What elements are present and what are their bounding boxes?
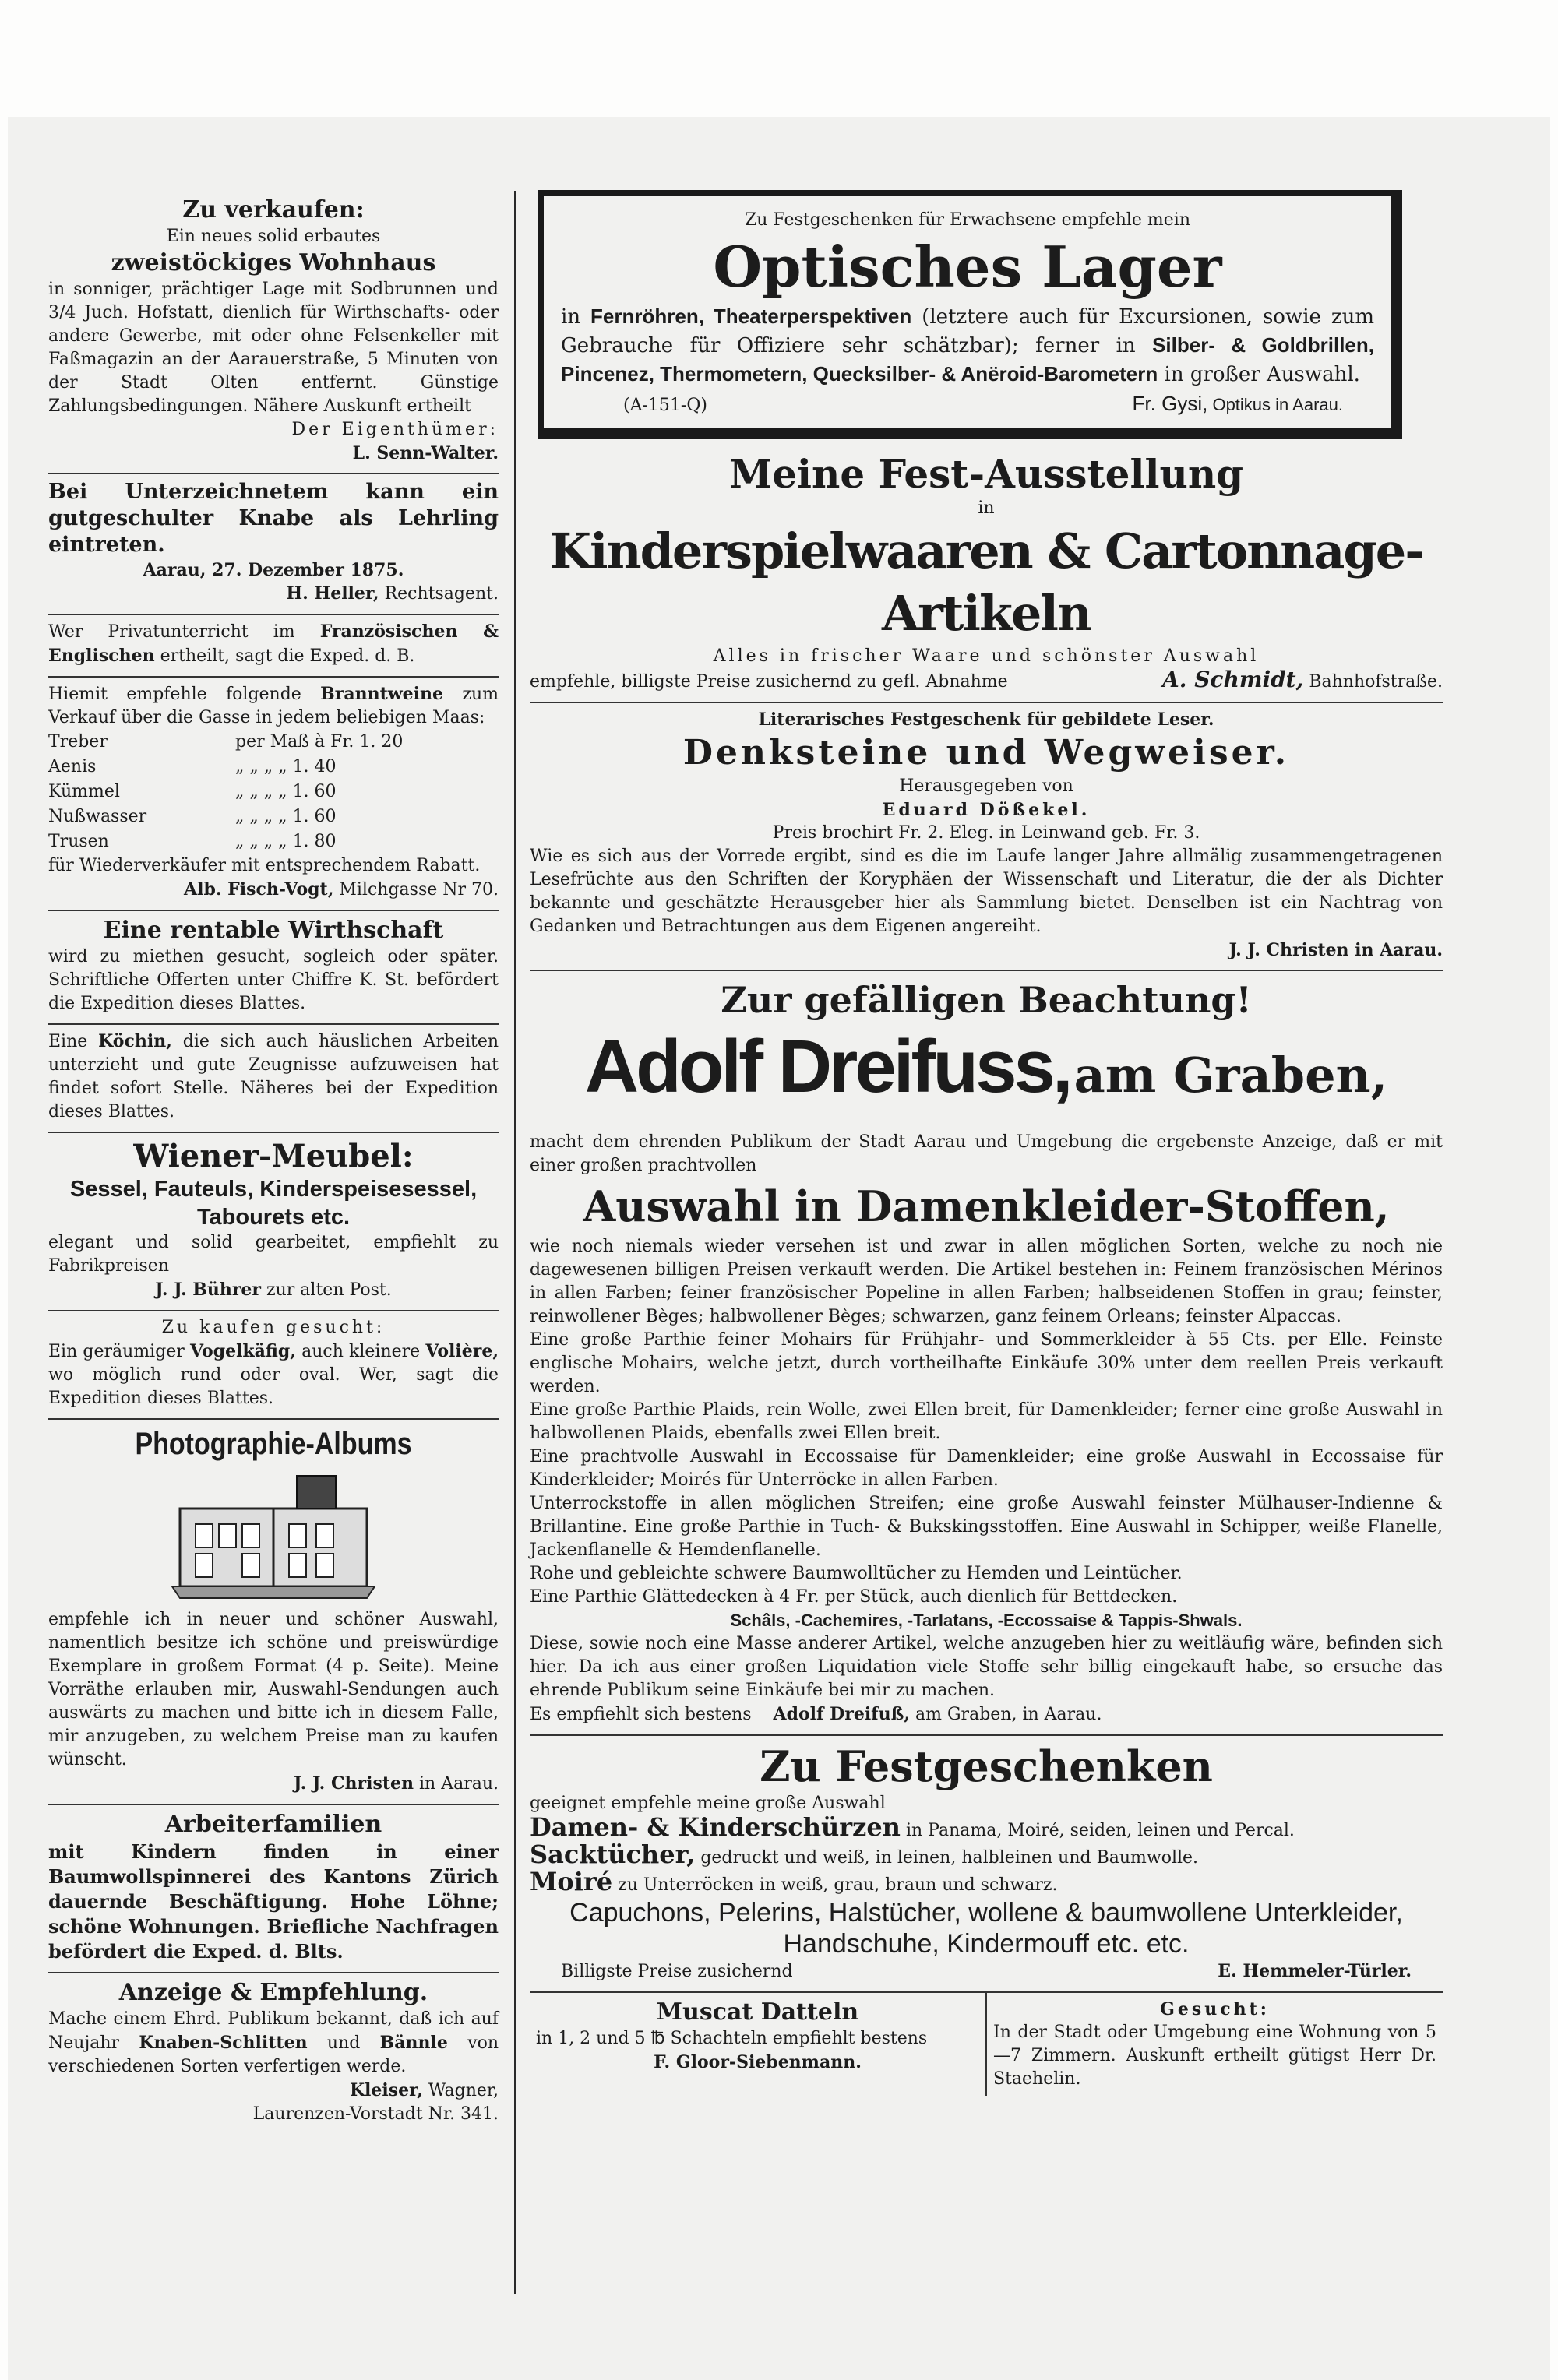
- ad-owner-label: Der Eigenthümer:: [291, 420, 499, 439]
- ad-body: in sonniger, prächtiger Lage mit Sodbrunnen und 3/4 Juch. Hofstatt, dienlich für Wirthschafts- oder andere Gewerbe, mit oder ohne Felsenkeller mit Faßmagazin an der Aarauerstraße, 5 Minuten von der Stadt Olten entfernt. Günstige Zahlungsbedingungen. Nähere Auskunft ertheilt: [48, 280, 499, 416]
- ad-fest-ausstellung: [530, 447, 1443, 703]
- ad-zu-verkaufen: [48, 191, 499, 474]
- ad-body: mit Kindern finden in einer Baumwollspinnerei des Kantons Zürich dauernde Beschäftigung. Hohe Löhne; schöne Wohnungen. Briefliche Nachfragen befördert die Exped. d. Blts.: [48, 1840, 499, 1963]
- ad-body: Unterrockstoffe in allen möglichen Streifen; eine große Auswahl feinster Mülhauser-Indienne & Brillantine. Eine große Parthie in Tuch- & Bukskingsstoffen. Eine Auswahl in Schipper, weiße Flanelle, Jackenflanelle & Hemdenflanelle.: [530, 1494, 1443, 1560]
- column-divider: [514, 191, 516, 2294]
- ad-emph: Moiré: [530, 1867, 613, 1896]
- ad-body: Eine Parthie Glättedecken à 4 Fr. per Stück, auch dienlich für Bettdecken.: [530, 1587, 1178, 1607]
- ad-arbeiterfamilien: [48, 1805, 499, 1973]
- ad-signer: Adolf Dreifuß,: [773, 1704, 911, 1724]
- ad-body: Eine große Parthie Plaids, rein Wolle, zwei Ellen breit, für Damenkleider; ferner eine große Auswahl in halbwollenen Plaids, ebenfalls zwei Ellen breit.: [530, 1400, 1443, 1443]
- ad-headline: Adolf Dreifuss,: [584, 1025, 1070, 1108]
- ad-line: Herausgegeben von: [899, 776, 1073, 796]
- ad-signer: A. Schmidt,: [1161, 667, 1304, 692]
- ad-wiener-meubel: [48, 1133, 499, 1311]
- item-price: „ „ „ „ 1. 60: [235, 807, 337, 826]
- ad-title: Denksteine und Wegweiser.: [682, 733, 1290, 773]
- ad-text: Eine: [48, 1032, 88, 1051]
- ad-title: Auswahl in Damenkleider-Stoffen,: [583, 1181, 1390, 1231]
- ad-signer: Kleiser,: [349, 2080, 423, 2100]
- item-price: „ „ „ „ 1. 60: [235, 782, 337, 801]
- ad-optisches-lager: [538, 190, 1402, 439]
- price-row: [48, 804, 499, 829]
- ad-title: Muscat Datteln: [656, 1998, 859, 2026]
- ad-emph: Fernröhren, Theaterperspektiven: [590, 305, 912, 328]
- ad-body: Wie es sich aus der Vorrede ergibt, sind es die im Laufe langer Jahre allmälig zusammengetragenen Lesefrüchte aus den Schriften der Koryphäen der Wissenschaft und Literatur, die der als Dichter bekannte und geschätzte Herausgeber hier als Sammlung bietet. Denselben ist ein Nachtrag von Gedanken und Betrachtungen aus dem Eigenen angereiht.: [530, 847, 1443, 936]
- ad-title: Zur gefälligen Beachtung!: [721, 979, 1252, 1021]
- ad-body: Diese, sowie noch eine Masse anderer Artikel, welche anzugeben hier zu weitläufig wäre, befinden sich hier. Da ich aus einer großen Liquidation viele Stoffe sehr billig eingekauft habe, so ersuche das ehrende Publikum seine Einkäufe bei mir zu machen.: [530, 1634, 1443, 1700]
- ad-signer: H. Heller,: [286, 583, 379, 604]
- ad-line: in: [978, 498, 995, 518]
- ad-signer-address: Laurenzen-Vorstadt Nr. 341.: [252, 2104, 499, 2124]
- ad-text: (letztere auch für Excursionen, sowie zum Gebrauche für Offiziere sehr schätzbar); ferner in: [561, 305, 1374, 357]
- ad-line: Alles in frischer Waare und schönster Auswahl: [713, 646, 1260, 666]
- ad-adolf-dreifuss: [530, 971, 1443, 1736]
- ad-text: auch kleinere: [301, 1342, 421, 1361]
- ad-title: Meine Fest-Ausstellung: [728, 451, 1244, 497]
- ad-text: und: [326, 2033, 361, 2053]
- ad-emph: Volière,: [425, 1341, 499, 1361]
- ad-emph: Köchin,: [98, 1031, 172, 1051]
- ad-koechin: [48, 1025, 499, 1133]
- item-name: Trusen: [48, 832, 109, 851]
- ad-body: in 1, 2 und 5 ℔ Schachteln empfiehlt bestens: [536, 2029, 928, 2048]
- ad-text: zum Verkauf über die Gasse in jedem beliebigen Maas:: [48, 685, 499, 727]
- ad-date: Aarau, 27. Dezember 1875.: [143, 560, 404, 580]
- ad-text: zu Unterröcken in weiß, grau, braun und schwarz.: [618, 1875, 1058, 1895]
- ad-text: Es empfiehlt sich bestens: [530, 1705, 752, 1724]
- ad-signer: Alb. Fisch-Vogt,: [184, 879, 334, 900]
- ad-text: in: [561, 305, 581, 329]
- ad-body: In der Stadt oder Umgebung eine Wohnung von 5—7 Zimmern. Auskunft ertheilt gütigst Herr Dr. Staehelin.: [993, 2023, 1436, 2089]
- ad-branntweine: [48, 678, 499, 911]
- ad-body: wie noch niemals wieder versehen ist und zwar in allen möglichen Sorten, welche zu noch nie dagewesenen billigen Preisen verkauft werden. Die Artikel bestehen in: Feinem französischen Mérinos in allen Farben; feiner französischer Popeline in allen Farben; halbseidenen Stoffen in grau; feinster, reinwollener Bèges; halbwollener Bèges; schwarzen, ganz feinem Orleans; feinster Alpaccas.: [530, 1237, 1443, 1326]
- ad-signer: E. Hemmeler-Türler.: [1218, 1961, 1412, 1981]
- ad-body: wird zu miethen gesucht, sogleich oder später. Schriftliche Offerten unter Chiffre K. St. befördert die Expedition dieses Blattes.: [48, 947, 499, 1013]
- item-price: per Maß à Fr. 1. 20: [235, 732, 404, 752]
- ad-emph: Französischen & Englischen: [48, 621, 499, 666]
- ad-signer-address: am Graben, in Aarau.: [915, 1705, 1102, 1724]
- ad-wirthschaft: [48, 911, 499, 1025]
- ad-intro: Literarisches Festgeschenk für gebildete Leser.: [758, 709, 1214, 730]
- ad-body: Bei Unterzeichnetem kann ein gutgeschulter Knabe als Lehrling eintreten.: [48, 480, 499, 557]
- item-name: Nußwasser: [48, 807, 147, 826]
- item-price: „ „ „ „ 1. 40: [235, 757, 337, 776]
- ad-title: Arbeiterfamilien: [164, 1811, 382, 1838]
- ad-text: die sich auch häuslichen Arbeiten unterzieht und gute Zeugnisse aufzuweisen hat findet sofort Stelle. Näheres bei der Expedition dieses Blattes.: [48, 1032, 499, 1121]
- ad-headline-place: am Graben,: [1073, 1047, 1388, 1104]
- ad-signer-role: Wagner,: [428, 2081, 499, 2100]
- ad-text: ertheilt, sagt die Exped. d. B.: [160, 646, 415, 666]
- ad-headline: zweistöckiges Wohnhaus: [111, 249, 436, 276]
- ad-text: Ein geräumiger: [48, 1342, 185, 1361]
- item-price: „ „ „ „ 1. 80: [235, 832, 337, 851]
- ad-text: Wer Privatunterricht im: [48, 622, 295, 642]
- ad-text: in Panama, Moiré, seiden, leinen und Percal.: [905, 1821, 1295, 1840]
- ad-zu-kaufen: [48, 1311, 499, 1420]
- ad-body: Rohe und gebleichte schwere Baumwolltücher zu Hemden und Leintücher.: [530, 1564, 1183, 1583]
- ad-gesucht: [987, 1993, 1443, 2096]
- price-row: [48, 780, 499, 804]
- ad-anzeige-empfehlung: [48, 1973, 499, 2134]
- ad-body: Eine große Parthie feiner Mohairs für Frühjahr- und Sommerkleider à 55 Cts. per Elle. Feinste englische Mohairs, welche jetzt, durch vortheilhafte Einkäufe 30% unter dem reellen Preis verkauft werden.: [530, 1330, 1443, 1396]
- ad-title: Zu kaufen gesucht:: [161, 1318, 386, 1337]
- ad-code: (A-151-Q): [623, 396, 707, 415]
- ad-zu-festgeschenken: [530, 1736, 1443, 1993]
- ad-signer: L. Senn-Walter.: [352, 443, 499, 463]
- ad-title: Gesucht:: [1160, 1999, 1270, 2019]
- ad-signer: Fr. Gysi,: [1132, 392, 1208, 415]
- ad-muscat-datteln: [530, 1993, 987, 2096]
- ad-body: empfehle ich in neuer und schöner Auswahl, namentlich besitze ich schöne und preiswürdige Exemplare in großem Format (4 p. Seite). Meine Vorräthe erlauben mir, Auswahl-Sendungen auch auswärts zu machen und bitte ich in diesem Falle, mir anzugeben, zu welchem Preise man zu kaufen wünscht.: [48, 1610, 499, 1769]
- ad-price: Preis brochirt Fr. 2. Eleg. in Leinwand geb. Fr. 3.: [772, 823, 1200, 843]
- right-column: [530, 190, 1443, 2096]
- ad-emph: Silber- & Goldbrillen, Pincenez, Thermometern, Quecksilber- & Anëroid-Barometern: [561, 333, 1374, 386]
- photo-album-illustration: [164, 1470, 382, 1602]
- ad-emph: Sacktücher,: [530, 1840, 696, 1869]
- price-row: [48, 829, 499, 854]
- ad-privatunterricht: [48, 615, 499, 678]
- ad-subtitle: Sessel, Fauteuls, Kinderspeisesessel, Tabourets etc.: [69, 1177, 478, 1230]
- ad-text: Mache einem Ehrd. Publikum bekannt, daß ich auf Neujahr: [48, 2009, 499, 2053]
- price-row: [48, 755, 499, 780]
- ad-signer-address: zur alten Post.: [266, 1280, 392, 1300]
- ad-line: Billigste Preise zusichernd: [561, 1962, 793, 1981]
- bottom-row: [530, 1993, 1443, 2096]
- ad-title: Eine rentable Wirthschaft: [103, 917, 444, 944]
- ad-signer-address: Bahnhofstraße.: [1309, 672, 1443, 692]
- ad-photographie-albums: [48, 1420, 499, 1805]
- ad-body: Schâls, -Cachemires, -Tarlatans, -Eccossaise & Tappis-Shwals.: [730, 1611, 1243, 1630]
- ad-signer: F. Gloor-Siebenmann.: [654, 2052, 862, 2072]
- ad-title: Anzeige & Empfehlung.: [118, 1979, 428, 2006]
- price-row: [48, 730, 499, 755]
- ad-title: Wiener-Meubel:: [133, 1138, 414, 1174]
- ad-text: wo möglich rund oder oval. Wer, sagt die Expedition dieses Blattes.: [48, 1365, 499, 1408]
- ad-title: Zu Festgeschenken: [760, 1741, 1213, 1791]
- ad-body: Eine prachtvolle Auswahl in Eccossaise für Damenkleider; eine große Auswahl in Eccossaise für Kinderkleider; Moirés für Unterröcke in allen Farben.: [530, 1447, 1443, 1490]
- ad-title: Photographie-Albums: [135, 1427, 412, 1461]
- ad-emph: Knaben-Schlitten: [139, 2033, 308, 2053]
- ad-emph: Damen- & Kinderschürzen: [530, 1812, 901, 1842]
- ad-signer-address: in Aarau.: [419, 1774, 499, 1794]
- ad-text: in großer Auswahl.: [1164, 363, 1360, 386]
- item-name: Treber: [48, 732, 108, 752]
- ad-signer: J. J. Christen: [293, 1773, 414, 1794]
- ad-body: macht dem ehrenden Publikum der Stadt Aarau und Umgebung die ergebenste Anzeige, daß er mit einer großen prachtvollen: [530, 1132, 1443, 1175]
- item-name: Kümmel: [48, 782, 120, 801]
- ad-signer-role: Optikus in Aarau.: [1212, 395, 1343, 414]
- ad-body: elegant und solid gearbeitet, empfiehlt zu Fabrikpreisen: [48, 1233, 499, 1276]
- ad-emph: Bännle: [379, 2033, 448, 2053]
- ad-text: gedruckt und weiß, in leinen, halbleinen und Baumwolle.: [700, 1848, 1199, 1868]
- ad-text: Hiemit empfehle folgende: [48, 685, 301, 704]
- ad-footer: für Wiederverkäufer mit entsprechendem Rabatt.: [48, 856, 481, 875]
- ad-body: Capuchons, Pelerins, Halstücher, wollene & baumwollene Unterkleider, Handschuhe, Kindermouff etc. etc.: [569, 1898, 1403, 1959]
- ad-author: Eduard Dößekel.: [882, 800, 1091, 820]
- ad-lehrling: [48, 474, 499, 615]
- ad-intro: geeignet empfehle meine große Auswahl: [530, 1794, 886, 1813]
- item-name: Aenis: [48, 757, 97, 776]
- ad-title: Zu verkaufen:: [182, 196, 365, 224]
- ad-title: Optisches Lager: [713, 234, 1222, 300]
- ad-line: Ein neues solid erbautes: [166, 227, 381, 246]
- ad-text: von verschiedenen Sorten verfertigen werde.: [48, 2033, 499, 2076]
- ad-emph: Branntweine: [320, 684, 444, 704]
- ad-signer: J. J. Bührer: [155, 1280, 262, 1300]
- ad-title: Kinderspielwaaren & Cartonnage-Artikeln: [549, 523, 1423, 642]
- ad-signer-address: Milchgasse Nr 70.: [339, 880, 499, 900]
- ad-signer: J. J. Christen in Aarau.: [1228, 940, 1443, 960]
- left-column: [48, 191, 499, 2134]
- ad-intro: Zu Festgeschenken für Erwachsene empfehle mein: [745, 210, 1190, 230]
- ad-line: empfehle, billigste Preise zusichernd zu gefl. Abnahme: [530, 672, 1008, 692]
- ad-emph: Vogelkäfig,: [189, 1341, 296, 1361]
- ad-denksteine: [530, 703, 1443, 971]
- ad-signer-role: Rechtsagent.: [384, 584, 499, 604]
